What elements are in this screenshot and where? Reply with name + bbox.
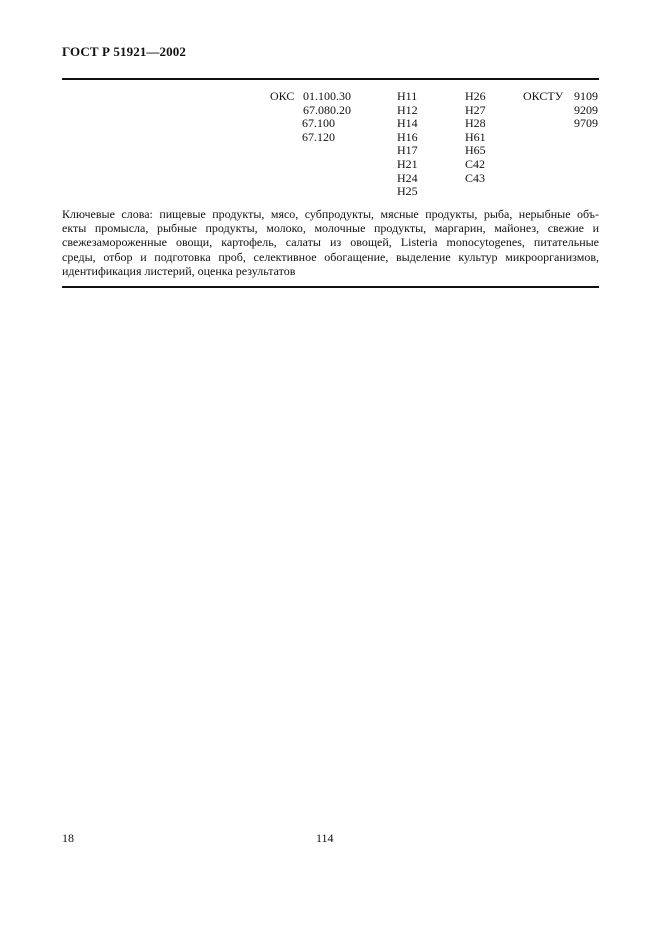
h-code: Н12 [397, 102, 418, 117]
h-code: С42 [465, 156, 486, 171]
keywords-line: екты промысла, рыбные продукты, молоко, молочные продукты, маргарин, майонез, свежие и [62, 221, 599, 236]
oks-label [270, 90, 294, 104]
okstu-label-text: ОКСТУ [523, 89, 564, 103]
h-code: Н11 [397, 89, 418, 103]
bottom-divider [62, 286, 599, 288]
h-code: Н61 [465, 129, 486, 144]
h-code: Н27 [465, 102, 486, 117]
oks-code: 67.100 [302, 116, 335, 131]
okstu-label [523, 90, 563, 104]
keywords-line: среды, отбор и подготовка проб, селективное обогащение, выделение культур микроорганизмов, [62, 249, 599, 264]
oks-code: 67.080.20 [303, 102, 351, 117]
h-codes-column-2 [465, 90, 486, 185]
okstu-codes-list [566, 90, 598, 131]
okstu-code: 9709 [574, 116, 598, 131]
keywords-line: свежезамороженные овощи, картофель, салаты из овощей, Listeria monocytogenes, питательные [62, 235, 599, 250]
keywords-line: идентификация листерий, оценка результатов [62, 263, 296, 278]
top-divider [62, 78, 599, 80]
oks-codes-list [302, 90, 351, 144]
keywords-paragraph [62, 207, 599, 278]
keywords-line: Ключевые слова: пищевые продукты, мясо, субпродукты, мясные продукты, рыба, нерыбные объ- [62, 207, 599, 221]
h-code: Н17 [397, 143, 418, 158]
document-title: ГОСТ Р 51921—2002 [62, 44, 186, 59]
page-number-center: 114 [316, 831, 334, 845]
okstu-code: 9109 [574, 89, 598, 103]
h-code: Н14 [397, 116, 418, 131]
h-code: Н26 [465, 89, 486, 103]
h-code: Н21 [397, 156, 418, 171]
h-code: Н16 [397, 129, 418, 144]
h-code: Н28 [465, 116, 486, 131]
page-number-left: 18 [62, 831, 74, 845]
h-codes-column-1 [397, 90, 418, 199]
h-code: С43 [465, 170, 486, 185]
oks-code: 67.120 [302, 129, 335, 144]
h-code: Н24 [397, 170, 418, 185]
oks-label-text: ОКС [270, 89, 295, 103]
oks-code: 01.100.30 [303, 89, 351, 103]
h-code: Н65 [465, 143, 486, 158]
okstu-code: 9209 [574, 102, 598, 117]
h-code: Н25 [397, 184, 418, 199]
